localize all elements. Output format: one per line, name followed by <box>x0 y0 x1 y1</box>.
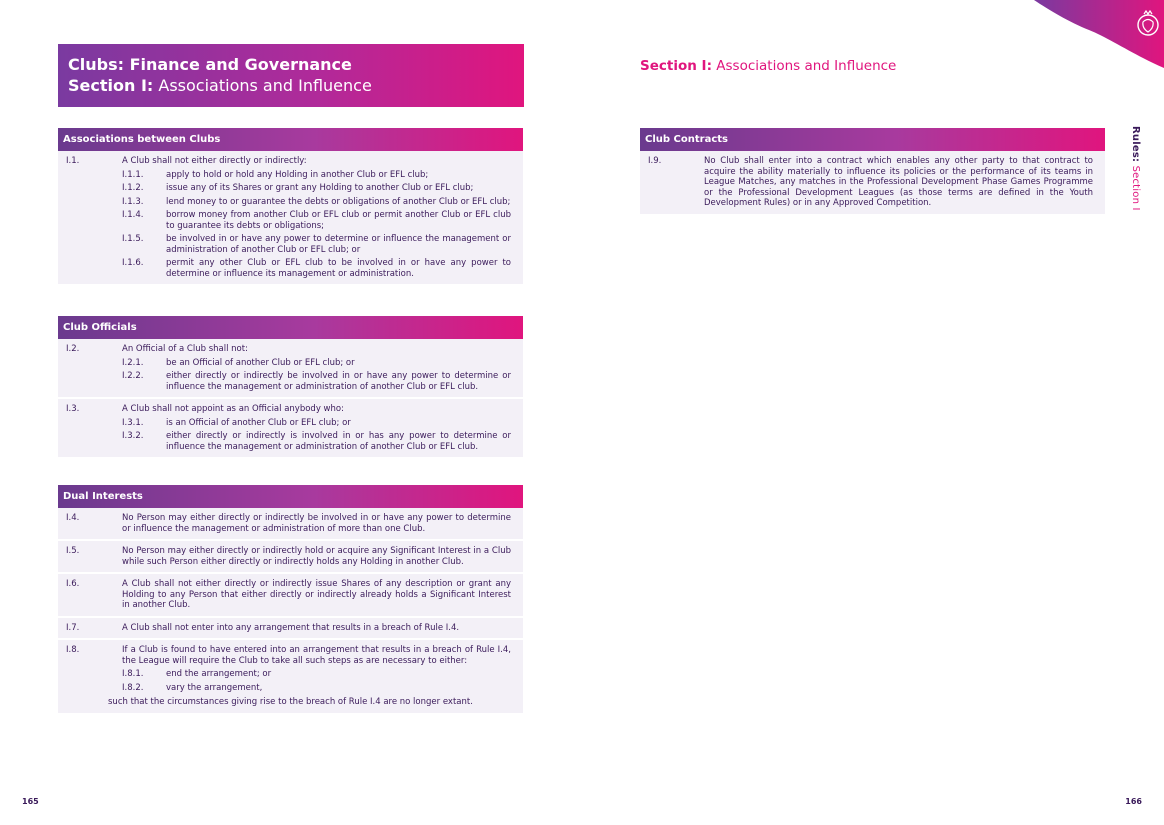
sub-rule <box>122 170 511 181</box>
section-heading: Club Contracts <box>640 128 1105 151</box>
rule-number: I.2. <box>66 344 80 354</box>
rule-tail-text: such that the circumstances giving rise to the breach of Rule I.4 are no longer extant. <box>108 697 473 707</box>
rule-text: A Club shall not appoint as an Official anybody who: <box>122 404 344 414</box>
section-officials <box>58 316 523 459</box>
sub-rule-number: I.1.3. <box>122 196 144 207</box>
rule-text: A Club shall not either directly or indirectly issue Shares of any description or grant any Holding to any Person that either directly or indirectly already holds a Significant Interest in another Club. <box>122 579 511 610</box>
rule-I-4 <box>58 508 523 541</box>
sub-rule-text: either directly or indirectly be involved in or have any power to determine or influence the management or administration of another Club or EFL club. <box>166 371 511 392</box>
rule-I-2 <box>58 339 523 399</box>
rule-text: An Official of a Club shall not: <box>122 344 248 354</box>
sub-rule-number: I.1.5. <box>122 234 144 244</box>
rule-number: I.5. <box>66 546 80 556</box>
rule-number: I.6. <box>66 579 80 589</box>
page-subtitle <box>68 75 514 96</box>
sub-rule <box>122 358 511 369</box>
sub-rule-text: be involved in or have any power to determine or influence the management or administration of another Club or EFL club; or <box>166 234 511 255</box>
rule-text: No Person may either directly or indirectly be involved in or have any power to determine or influence the management or administration of more than one Club. <box>122 513 511 534</box>
page-number-left: 165 <box>22 797 39 806</box>
page-title-box <box>58 44 524 107</box>
right-section-name: Associations and Influence <box>716 58 897 74</box>
sub-rule-number: I.8.1. <box>122 669 144 679</box>
sub-rule <box>122 183 511 194</box>
sub-rule <box>122 258 511 279</box>
sub-rule <box>122 197 511 208</box>
sub-rule-text: permit any other Club or EFL club to be involved in or have any power to determine or influence its management or administration. <box>166 258 511 279</box>
page-title: Clubs: Finance and Governance <box>68 55 352 74</box>
rule-I-9 <box>640 151 1105 216</box>
side-running-label <box>1130 126 1141 211</box>
side-label-rest: Section I <box>1130 165 1141 211</box>
rule-text: No Club shall enter into a contract which enables any other party to that contract to acquire the ability materially to influence its policies or the performance of its teams in League Matches, any matches in the Professional Development Phase Games Programme or the Professional Development Leagues (as those terms are defined in the Youth Development Rules) or in any Approved Competition. <box>704 156 1093 208</box>
sub-rule-text: end the arrangement; or <box>166 669 272 679</box>
rule-I-5 <box>58 541 523 574</box>
sub-rule-text: either directly or indirectly is involved in or has any power to determine or influence the management or administration of another Club or EFL club. <box>166 431 511 452</box>
sub-rule-number: I.2.2. <box>122 371 144 381</box>
side-label-bold: Rules: <box>1130 126 1141 163</box>
sub-rule-number: I.3.2. <box>122 431 144 441</box>
right-page-title <box>640 58 896 74</box>
sub-rule-text: is an Official of another Club or EFL club; or <box>166 417 351 428</box>
rule-number: I.3. <box>66 404 80 414</box>
sub-rule <box>122 418 511 429</box>
section-dual-interests <box>58 485 523 715</box>
sub-rule-number: I.3.1. <box>122 417 144 428</box>
rule-number: I.8. <box>66 645 80 655</box>
section-associations <box>58 128 523 286</box>
section-contracts <box>640 128 1105 216</box>
rule-text: A Club shall not either directly or indirectly: <box>122 156 307 166</box>
section-prefix: Section I: <box>68 76 154 95</box>
sub-rule-number: I.1.2. <box>122 183 144 193</box>
sub-rule-number: I.1.4. <box>122 210 144 220</box>
sub-rule-number: I.8.2. <box>122 682 144 693</box>
page-number-right: 166 <box>1125 797 1142 806</box>
sub-rule-number: I.2.1. <box>122 357 144 368</box>
rule-number: I.9. <box>648 156 662 166</box>
rule-I-1 <box>58 151 523 286</box>
sub-rule <box>122 669 511 680</box>
sub-rule <box>122 210 511 231</box>
sub-rule-text: lend money to or guarantee the debts or obligations of another Club or EFL club; <box>166 196 511 207</box>
sub-rule-text: vary the arrangement, <box>166 682 263 693</box>
sub-rule-text: apply to hold or hold any Holding in another Club or EFL club; <box>166 169 429 180</box>
section-heading: Associations between Clubs <box>58 128 523 151</box>
sub-rule <box>122 431 511 452</box>
sub-rule-text: issue any of its Shares or grant any Holding to another Club or EFL club; <box>166 183 474 193</box>
sub-rule-text: borrow money from another Club or EFL club or permit another Club or EFL club to guarantee its debts or obligations; <box>166 210 511 231</box>
rule-number: I.4. <box>66 513 80 523</box>
rule-text: If a Club is found to have entered into an arrangement that results in a breach of Rule I.4, the League will require the Club to take all such steps as are necessary to either: <box>122 645 511 666</box>
sub-rule-text: be an Official of another Club or EFL club; or <box>166 357 355 368</box>
corner-decoration <box>1014 0 1164 70</box>
sub-rule-number: I.1.6. <box>122 258 144 268</box>
sub-rule <box>122 371 511 392</box>
rule-I-6 <box>58 574 523 618</box>
section-heading: Dual Interests <box>58 485 523 508</box>
rule-number: I.7. <box>66 622 80 633</box>
sub-rule <box>122 683 511 694</box>
sub-rule-number: I.1.1. <box>122 169 144 180</box>
rule-I-8 <box>58 640 523 715</box>
rule-text: A Club shall not enter into any arrangement that results in a breach of Rule I.4. <box>122 622 460 633</box>
rule-text: No Person may either directly or indirectly hold or acquire any Significant Interest in a Club while such Person either directly or indirectly holds any Holding in another Club. <box>122 546 511 567</box>
section-heading: Club Officials <box>58 316 523 339</box>
rule-I-7 <box>58 618 523 641</box>
right-section-prefix: Section I: <box>640 58 712 74</box>
rule-I-3 <box>58 399 523 459</box>
section-name: Associations and Influence <box>158 76 372 95</box>
rule-number: I.1. <box>66 156 80 166</box>
sub-rule <box>122 234 511 255</box>
